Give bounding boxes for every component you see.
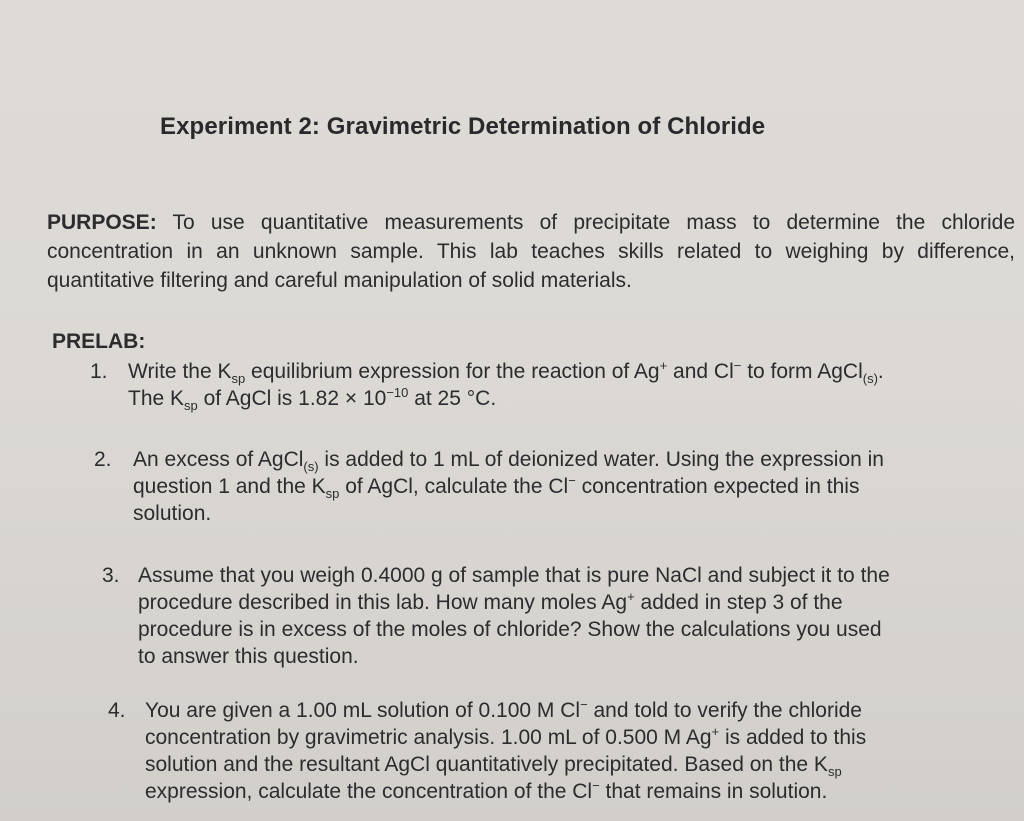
prelab-heading: PRELAB: [52, 330, 146, 353]
purpose-text: To use quantitative measurements of precipitate mass to determine the chloride concentration in an unknown sample. This lab teaches skills related to weighing by difference, quantitative filtering and careful manipulation of solid materials. [47, 211, 1015, 292]
question-line: An excess of AgCl$_{(s)}$ is added to 1 mL of deionized water. Using the expression in [133, 448, 884, 475]
purpose-label: PURPOSE: [47, 211, 157, 234]
question-line: procedure is in excess of the moles of chloride? Show the calculations you used [138, 618, 882, 641]
question-line: You are given a 1.00 mL solution of 0.100 M Cl− and told to verify the chloride [145, 697, 862, 722]
question-line: The $K_{sp}$ of AgCl is $1.82 \times 10^{-10}$ at 25 °C. [128, 385, 497, 414]
purpose-paragraph [47, 208, 1015, 295]
question-line: question 1 and the $K_{sp}$ of AgCl, calculate the Cl− concentration expected in this [133, 473, 860, 502]
question-line: procedure described in this lab. How many moles Ag+ added in step 3 of the [138, 589, 843, 614]
question-line: Write the $K_{sp}$ equilibrium expression for the reaction of Ag+ and Cl− to form AgCl$_{(s)}$. [128, 358, 884, 387]
question-line: to answer this question. [138, 645, 359, 668]
question-line: Assume that you weigh 0.4000 g of sample that is pure NaCl and subject it to the [138, 564, 890, 587]
question-line: solution. [133, 502, 212, 525]
question-line: solution and the resultant AgCl quantitatively precipitated. Based on the $K_{sp}$ [145, 753, 842, 780]
question-line: concentration by gravimetric analysis. 1.00 mL of 0.500 M Ag+ is added to this [145, 724, 867, 749]
page-title: Experiment 2: Gravimetric Determination of Chloride [160, 113, 766, 140]
question-number: 3. [102, 564, 120, 587]
question-number: 1. [90, 360, 108, 383]
question-line: expression, calculate the concentration of the Cl− that remains in solution. [145, 778, 828, 803]
question-number: 4. [108, 699, 126, 722]
question-number: 2. [94, 448, 112, 471]
